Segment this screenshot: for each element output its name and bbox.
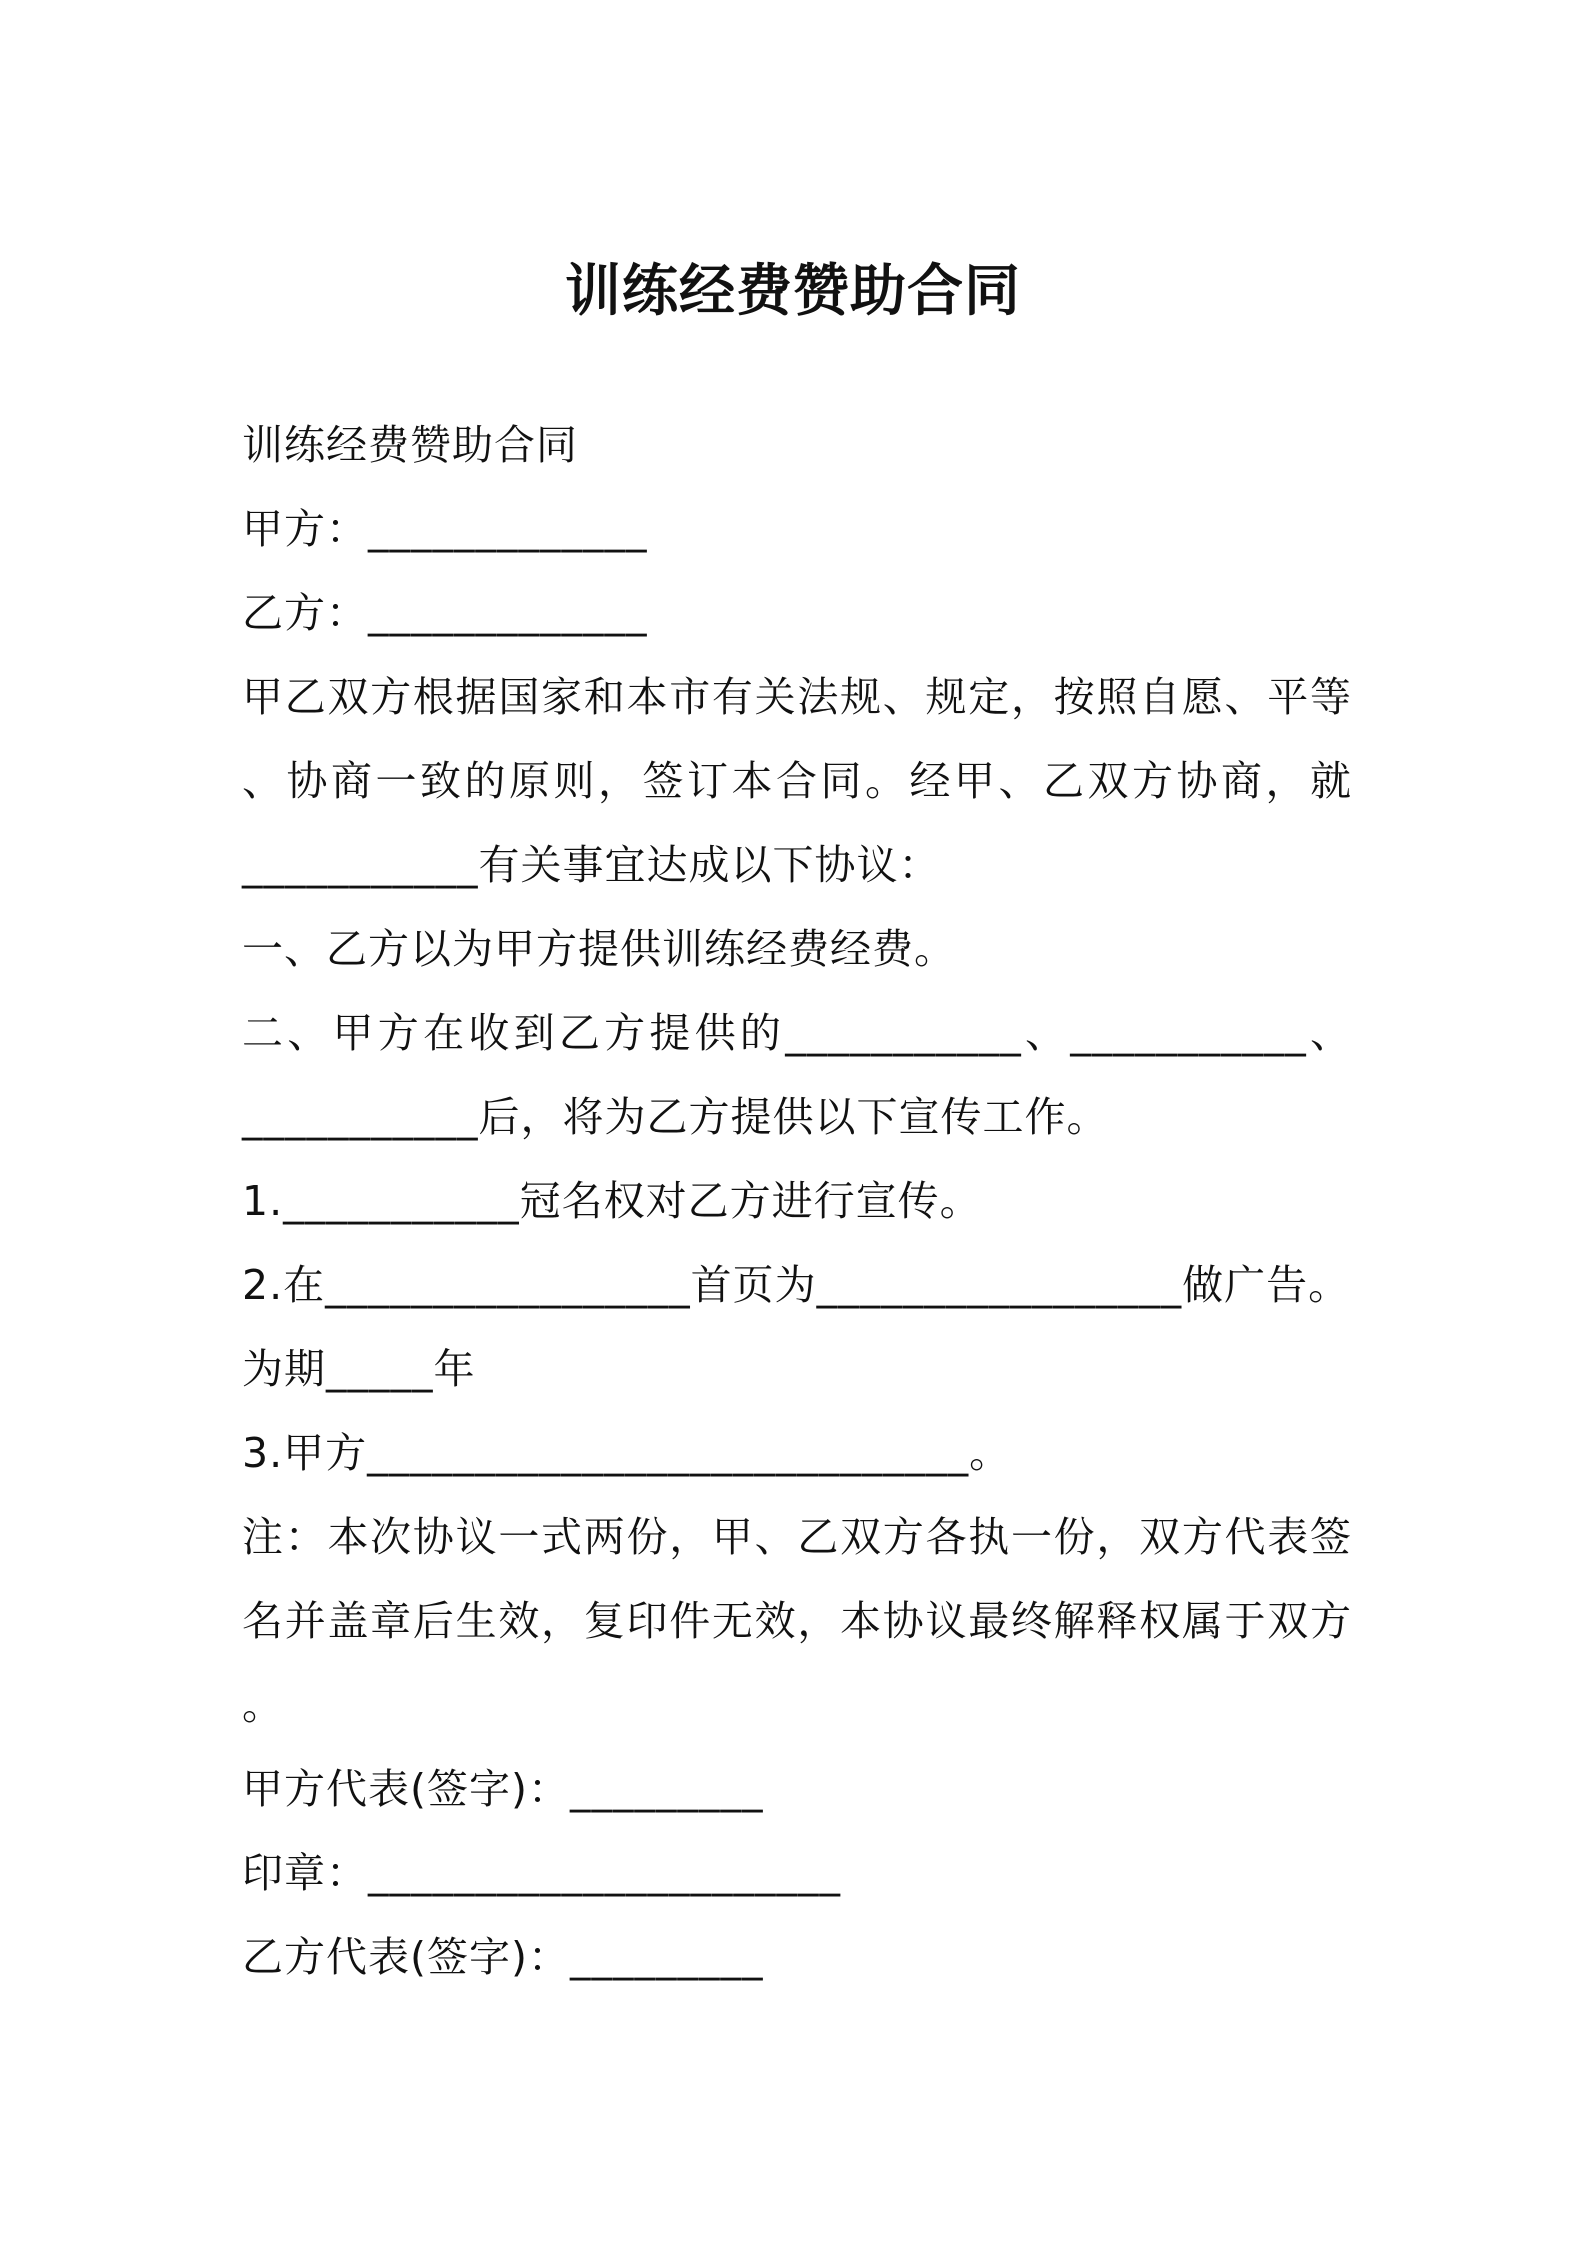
clause-2-line-2: ___________后，将为乙方提供以下宣传工作。 <box>242 1093 1109 1141</box>
item-3: 3.甲方____________________________。 <box>242 1429 1012 1477</box>
clause-2-line-1: 二、甲方在收到乙方提供的___________、___________、 <box>242 1009 1352 1057</box>
document-body <box>242 403 1352 1999</box>
seal-line: 印章：______________________ <box>242 1849 841 1897</box>
item-1: 1.___________冠名权对乙方进行宣传。 <box>242 1177 982 1225</box>
note-line-1: 注：本次协议一式两份，甲、乙双方各执一份，双方代表签 <box>242 1513 1352 1561</box>
party-b-signature: 乙方代表(签字)：_________ <box>242 1933 764 1981</box>
document-title: 训练经费赞助合同 <box>565 259 1021 324</box>
party-a-signature: 甲方代表(签字)：_________ <box>242 1765 764 1813</box>
preamble-line-1: 甲乙双方根据国家和本市有关法规、规定，按照自愿、平等 <box>242 673 1352 721</box>
party-a-line: 甲方：_____________ <box>242 505 648 553</box>
preamble-line-3: ___________有关事宜达成以下协议： <box>242 841 941 889</box>
note-line-2: 名并盖章后生效，复印件无效，本协议最终解释权属于双方 <box>242 1597 1352 1645</box>
item-2-term: 为期_____年 <box>242 1345 476 1393</box>
note-line-3: 。 <box>242 1681 284 1729</box>
item-2: 2.在_________________首页为_________________做广告。 <box>242 1261 1351 1309</box>
party-b-line: 乙方：_____________ <box>242 589 648 637</box>
preamble-line-2: 、协商一致的原则，签订本合同。经甲、乙双方协商，就 <box>242 757 1352 805</box>
clause-1: 一、乙方以为甲方提供训练经费经费。 <box>242 925 956 973</box>
contract-heading: 训练经费赞助合同 <box>242 421 578 469</box>
